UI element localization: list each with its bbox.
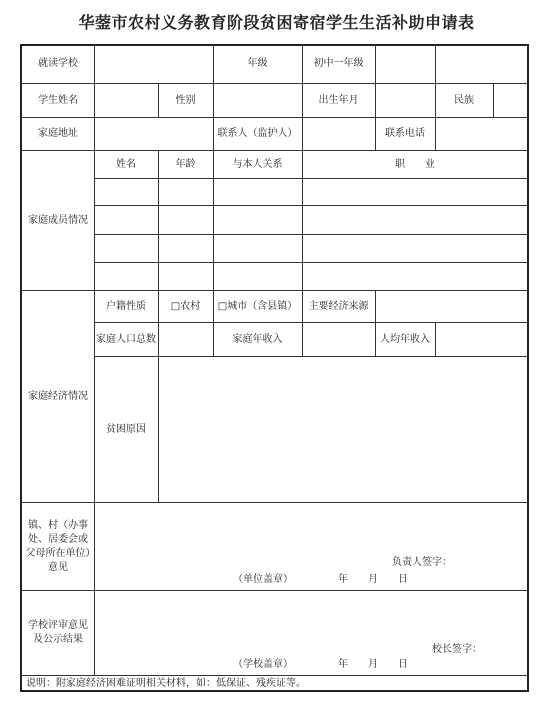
row-divider — [94, 356, 529, 357]
option-rural: □农村 — [170, 300, 201, 312]
label-family-population: 家庭人口总数 — [96, 333, 156, 345]
date-line-1: 年 月 日 — [338, 574, 408, 585]
label-guardian: 联系人（监护人） — [217, 128, 298, 139]
responsible-sign-label: 负责人签字： — [392, 557, 452, 568]
header-member-name: 姓名 — [116, 158, 136, 170]
school-seal-label: （学校盖章） — [233, 659, 293, 670]
row-divider — [20, 590, 529, 591]
col-divider — [435, 117, 436, 150]
header-member-occupation: 职 业 — [395, 158, 435, 170]
header-member-relation: 与本人关系 — [232, 158, 283, 170]
label-annual-income: 家庭年收入 — [232, 333, 283, 345]
row-divider — [20, 675, 529, 676]
col-divider — [302, 117, 303, 150]
label-ethnicity: 民族 — [454, 94, 474, 106]
col-divider — [375, 83, 376, 117]
label-poverty-reason: 贫困原因 — [106, 423, 146, 435]
row-divider — [94, 234, 529, 235]
row-divider — [94, 322, 529, 323]
col-divider — [375, 290, 376, 356]
label-phone: 联系电话 — [385, 128, 425, 139]
principal-sign-label: 校长签字： — [432, 644, 482, 655]
label-school: 就读学校 — [38, 58, 78, 69]
label-school-opinion: 学校评审意见及公示结果 — [28, 620, 88, 645]
row-divider — [20, 502, 529, 503]
label-per-capita-income: 人均年收入 — [380, 333, 430, 345]
grade-value: 初中一年级 — [313, 58, 364, 69]
label-income-source: 主要经济来源 — [308, 300, 369, 312]
col-divider — [375, 44, 376, 83]
col-divider — [302, 290, 303, 356]
col-divider — [435, 322, 436, 356]
row-divider — [94, 205, 529, 206]
form-title: 华蓥市农村义务教育阶段贫困寄宿学生生活补助申请表 — [78, 13, 475, 32]
border-right — [527, 44, 529, 692]
label-family-members: 家庭成员情况 — [28, 214, 88, 226]
label-gender: 性别 — [175, 94, 196, 106]
col-divider — [435, 44, 436, 83]
col-divider — [94, 502, 95, 675]
date-line-2: 年 月 日 — [338, 659, 408, 670]
header-member-age: 年龄 — [175, 158, 196, 170]
label-address: 家庭地址 — [38, 128, 78, 139]
col-divider — [158, 356, 159, 502]
option-urban: □城市（含县镇） — [217, 300, 298, 312]
label-student-name: 学生姓名 — [38, 94, 78, 106]
row-divider — [94, 262, 529, 263]
label-town-opinion: 镇、村（办事处、居委会或父母所在单位）意见 — [25, 519, 91, 573]
label-grade: 年级 — [247, 58, 268, 69]
col-divider — [493, 83, 494, 117]
note-text: 说明：附家庭经济困难证明相关材料，如：低保证、残疾证等。 — [26, 678, 306, 689]
label-family-economy: 家庭经济情况 — [28, 390, 88, 402]
label-household-type: 户籍性质 — [106, 300, 146, 312]
row-divider — [94, 178, 529, 179]
col-divider — [94, 44, 95, 150]
col-divider — [213, 83, 214, 117]
label-birth: 出生年月 — [318, 94, 359, 106]
unit-seal-label: （单位盖章） — [233, 574, 293, 585]
